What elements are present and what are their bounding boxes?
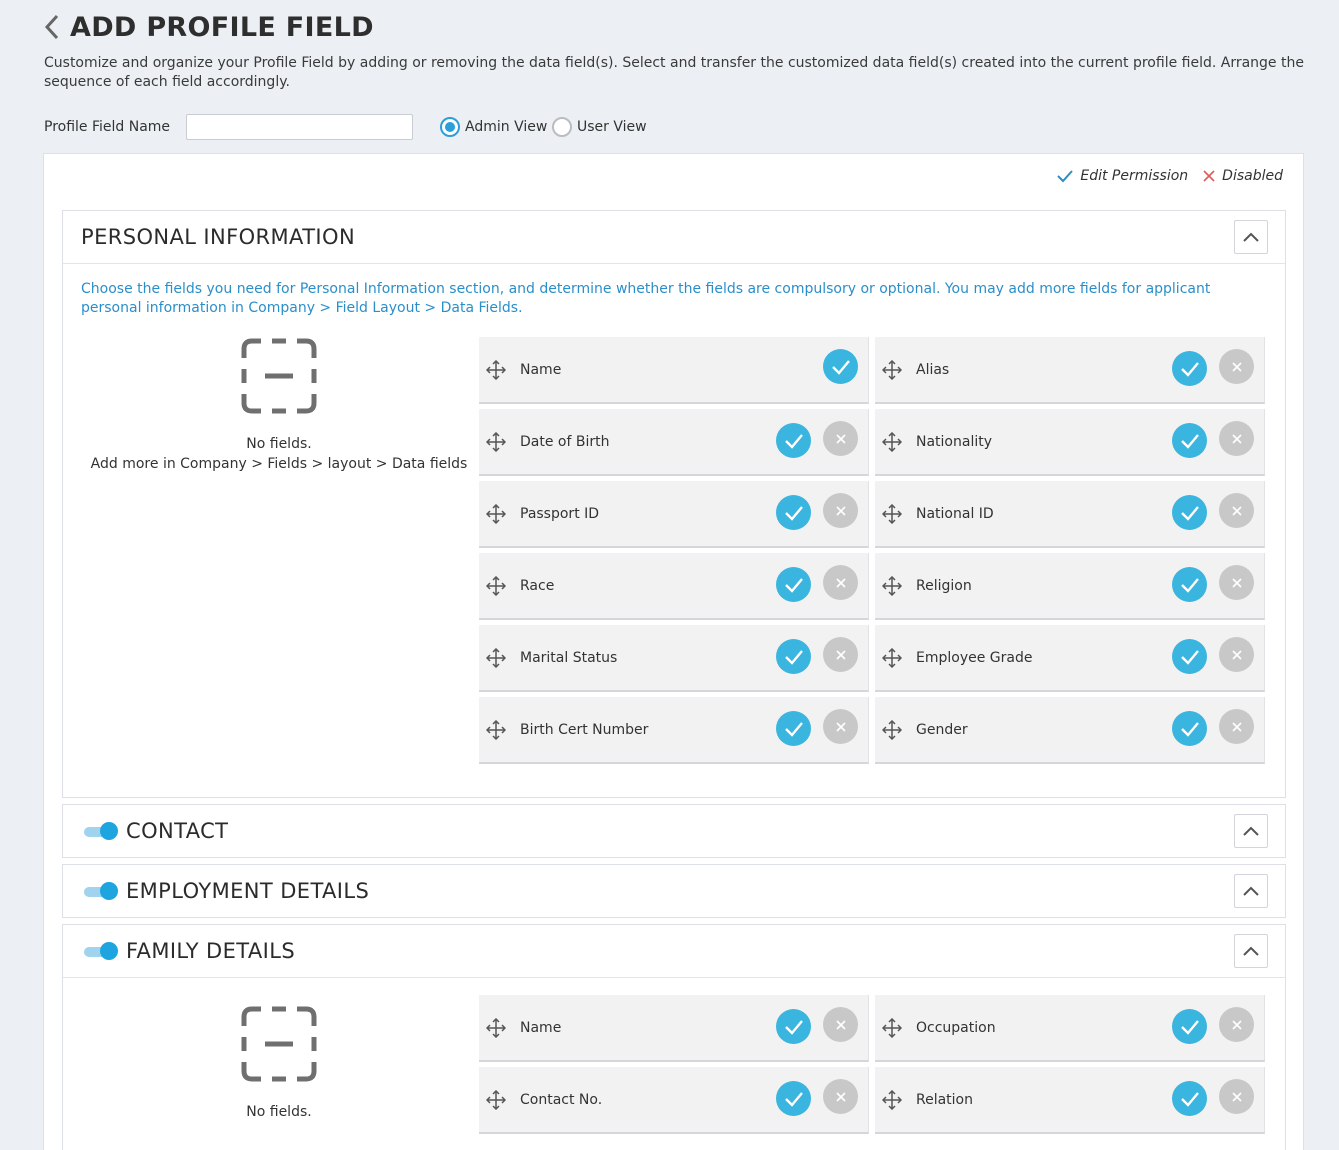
main-panel bbox=[43, 153, 1304, 1150]
disable-button[interactable] bbox=[823, 709, 858, 744]
edit-permission-check-button[interactable] bbox=[776, 495, 811, 530]
field-label: Date of Birth bbox=[520, 433, 610, 450]
field-label: Nationality bbox=[916, 433, 993, 450]
section-header bbox=[63, 865, 1285, 917]
collapse-button[interactable] bbox=[1234, 814, 1268, 848]
drag-handle-icon[interactable] bbox=[486, 504, 506, 528]
page-title: ADD PROFILE FIELD bbox=[70, 11, 374, 43]
section-personal-information bbox=[62, 210, 1286, 798]
page-header bbox=[40, 10, 374, 44]
edit-permission-check-button[interactable] bbox=[1172, 567, 1207, 602]
drag-handle-icon[interactable] bbox=[882, 1018, 902, 1042]
chevron-up-icon bbox=[1243, 826, 1259, 836]
field-card[interactable] bbox=[479, 625, 869, 692]
edit-permission-check-button[interactable] bbox=[776, 1081, 811, 1116]
drag-handle-icon[interactable] bbox=[486, 648, 506, 672]
edit-permission-check-button[interactable] bbox=[1172, 495, 1207, 530]
drag-handle-icon[interactable] bbox=[486, 1018, 506, 1042]
section-toggle[interactable] bbox=[84, 823, 118, 839]
profile-field-name-label: Profile Field Name bbox=[44, 119, 171, 135]
close-icon bbox=[1202, 169, 1216, 183]
drag-handle-icon[interactable] bbox=[882, 1090, 902, 1114]
empty-fields-icon bbox=[241, 1006, 317, 1082]
disable-button[interactable] bbox=[1219, 637, 1254, 672]
edit-permission-check-button[interactable] bbox=[1172, 1009, 1207, 1044]
drag-handle-icon[interactable] bbox=[486, 720, 506, 744]
empty-fields-placeholder bbox=[81, 1006, 477, 1122]
legend-edit-permission: Edit Permission bbox=[1056, 168, 1188, 184]
edit-permission-check-button[interactable] bbox=[1172, 711, 1207, 746]
edit-permission-check-button[interactable] bbox=[776, 711, 811, 746]
disable-button[interactable] bbox=[1219, 421, 1254, 456]
edit-permission-check-button[interactable] bbox=[776, 567, 811, 602]
edit-permission-check-button[interactable] bbox=[776, 423, 811, 458]
user-view-radio[interactable] bbox=[552, 117, 647, 137]
collapse-button[interactable] bbox=[1234, 874, 1268, 908]
field-label: Marital Status bbox=[520, 649, 618, 666]
drag-handle-icon[interactable] bbox=[486, 360, 506, 384]
section-body bbox=[63, 977, 1285, 1150]
section-header bbox=[63, 925, 1285, 977]
field-card[interactable] bbox=[479, 697, 869, 764]
disable-button[interactable] bbox=[1219, 349, 1254, 384]
edit-permission-check-button[interactable] bbox=[1172, 1081, 1207, 1116]
section-toggle[interactable] bbox=[84, 883, 118, 899]
field-card[interactable] bbox=[875, 697, 1265, 764]
disable-button[interactable] bbox=[823, 421, 858, 456]
drag-handle-icon[interactable] bbox=[882, 504, 902, 528]
collapse-button[interactable] bbox=[1234, 220, 1268, 254]
edit-permission-check-button[interactable] bbox=[1172, 351, 1207, 386]
chevron-up-icon bbox=[1243, 232, 1259, 242]
section-toggle[interactable] bbox=[84, 943, 118, 959]
chevron-left-icon bbox=[44, 14, 60, 40]
field-card[interactable] bbox=[875, 337, 1265, 404]
field-label: Religion bbox=[916, 577, 972, 594]
disable-button[interactable] bbox=[823, 637, 858, 672]
empty-fields-icon bbox=[241, 338, 317, 414]
empty-fields-hint: Add more in Company > Fields > layout > Data fields bbox=[90, 456, 468, 472]
chevron-up-icon bbox=[1243, 886, 1259, 896]
edit-permission-check-button[interactable] bbox=[776, 1009, 811, 1044]
back-button[interactable] bbox=[40, 10, 64, 44]
field-label: Name bbox=[520, 361, 562, 378]
legend-disabled: Disabled bbox=[1202, 168, 1283, 184]
disable-button[interactable] bbox=[1219, 493, 1254, 528]
disable-button[interactable] bbox=[1219, 1007, 1254, 1042]
drag-handle-icon[interactable] bbox=[486, 576, 506, 600]
empty-fields-text: No fields. bbox=[246, 1104, 312, 1120]
disable-button[interactable] bbox=[823, 1007, 858, 1042]
edit-permission-check-button[interactable] bbox=[776, 639, 811, 674]
drag-handle-icon[interactable] bbox=[486, 432, 506, 456]
edit-permission-check-button[interactable] bbox=[1172, 423, 1207, 458]
section-header bbox=[63, 211, 1285, 263]
collapse-button[interactable] bbox=[1234, 934, 1268, 968]
field-card[interactable] bbox=[875, 553, 1265, 620]
field-label: National ID bbox=[916, 505, 994, 522]
section-title: CONTACT bbox=[126, 819, 229, 843]
permission-legend bbox=[1042, 168, 1283, 184]
field-card[interactable] bbox=[875, 625, 1265, 692]
drag-handle-icon[interactable] bbox=[882, 720, 902, 744]
disable-button[interactable] bbox=[823, 1079, 858, 1114]
section-title: EMPLOYMENT DETAILS bbox=[126, 879, 370, 903]
section-title: FAMILY DETAILS bbox=[126, 939, 296, 963]
field-label: Passport ID bbox=[520, 505, 600, 522]
field-card[interactable] bbox=[875, 1067, 1265, 1134]
disable-button[interactable] bbox=[823, 565, 858, 600]
section-body bbox=[63, 263, 1285, 798]
page-description: Customize and organize your Profile Field by adding or removing the data field(s). Select and transfer the customized data field(s) created into the current profile field. Arrange the sequence of each field accordingly. bbox=[44, 55, 1304, 90]
field-card[interactable] bbox=[875, 409, 1265, 476]
field-card[interactable] bbox=[875, 481, 1265, 548]
field-label: Birth Cert Number bbox=[520, 721, 649, 738]
field-card[interactable] bbox=[479, 553, 869, 620]
empty-fields-text: No fields. bbox=[246, 436, 312, 452]
drag-handle-icon[interactable] bbox=[486, 1090, 506, 1114]
field-card[interactable] bbox=[479, 337, 869, 404]
drag-handle-icon[interactable] bbox=[882, 576, 902, 600]
field-label: Gender bbox=[916, 721, 968, 738]
chevron-up-icon bbox=[1243, 946, 1259, 956]
check-icon bbox=[1056, 169, 1074, 183]
radio-unselected-icon bbox=[552, 117, 572, 137]
disable-button[interactable] bbox=[1219, 709, 1254, 744]
field-label: Contact No. bbox=[520, 1091, 603, 1108]
admin-view-label: Admin View bbox=[465, 119, 548, 135]
profile-field-name-input[interactable] bbox=[186, 114, 413, 140]
edit-permission-check-button[interactable] bbox=[823, 349, 858, 384]
drag-handle-icon[interactable] bbox=[882, 432, 902, 456]
section-header bbox=[63, 805, 1285, 857]
drag-handle-icon[interactable] bbox=[882, 648, 902, 672]
section-info-text: Choose the fields you need for Personal Information section, and determine whether the fields are compulsory or optional. You may add more fields for applicant personal information in Company > Field Layout > Data Fields. bbox=[81, 281, 1211, 316]
radio-selected-icon bbox=[440, 117, 460, 137]
field-card[interactable] bbox=[479, 409, 869, 476]
field-label: Alias bbox=[916, 361, 950, 378]
disable-button[interactable] bbox=[823, 493, 858, 528]
section-title: PERSONAL INFORMATION bbox=[81, 225, 356, 249]
field-card[interactable] bbox=[479, 1067, 869, 1134]
field-label: Name bbox=[520, 1019, 562, 1036]
admin-view-radio[interactable] bbox=[440, 117, 547, 137]
field-card[interactable] bbox=[479, 995, 869, 1062]
field-label: Race bbox=[520, 577, 555, 594]
disable-button[interactable] bbox=[1219, 565, 1254, 600]
section-employment-details bbox=[62, 864, 1286, 918]
section-contact bbox=[62, 804, 1286, 858]
drag-handle-icon[interactable] bbox=[882, 360, 902, 384]
edit-permission-check-button[interactable] bbox=[1172, 639, 1207, 674]
user-view-label: User View bbox=[577, 119, 647, 135]
personal-fields-grid bbox=[479, 337, 1267, 764]
family-fields-grid bbox=[479, 995, 1267, 1134]
section-family-details bbox=[62, 924, 1286, 1150]
disable-button[interactable] bbox=[1219, 1079, 1254, 1114]
field-label: Relation bbox=[916, 1091, 973, 1108]
empty-fields-placeholder bbox=[81, 338, 477, 474]
field-label: Employee Grade bbox=[916, 649, 1033, 666]
field-card[interactable] bbox=[479, 481, 869, 548]
field-label: Occupation bbox=[916, 1019, 996, 1036]
field-card[interactable] bbox=[875, 995, 1265, 1062]
